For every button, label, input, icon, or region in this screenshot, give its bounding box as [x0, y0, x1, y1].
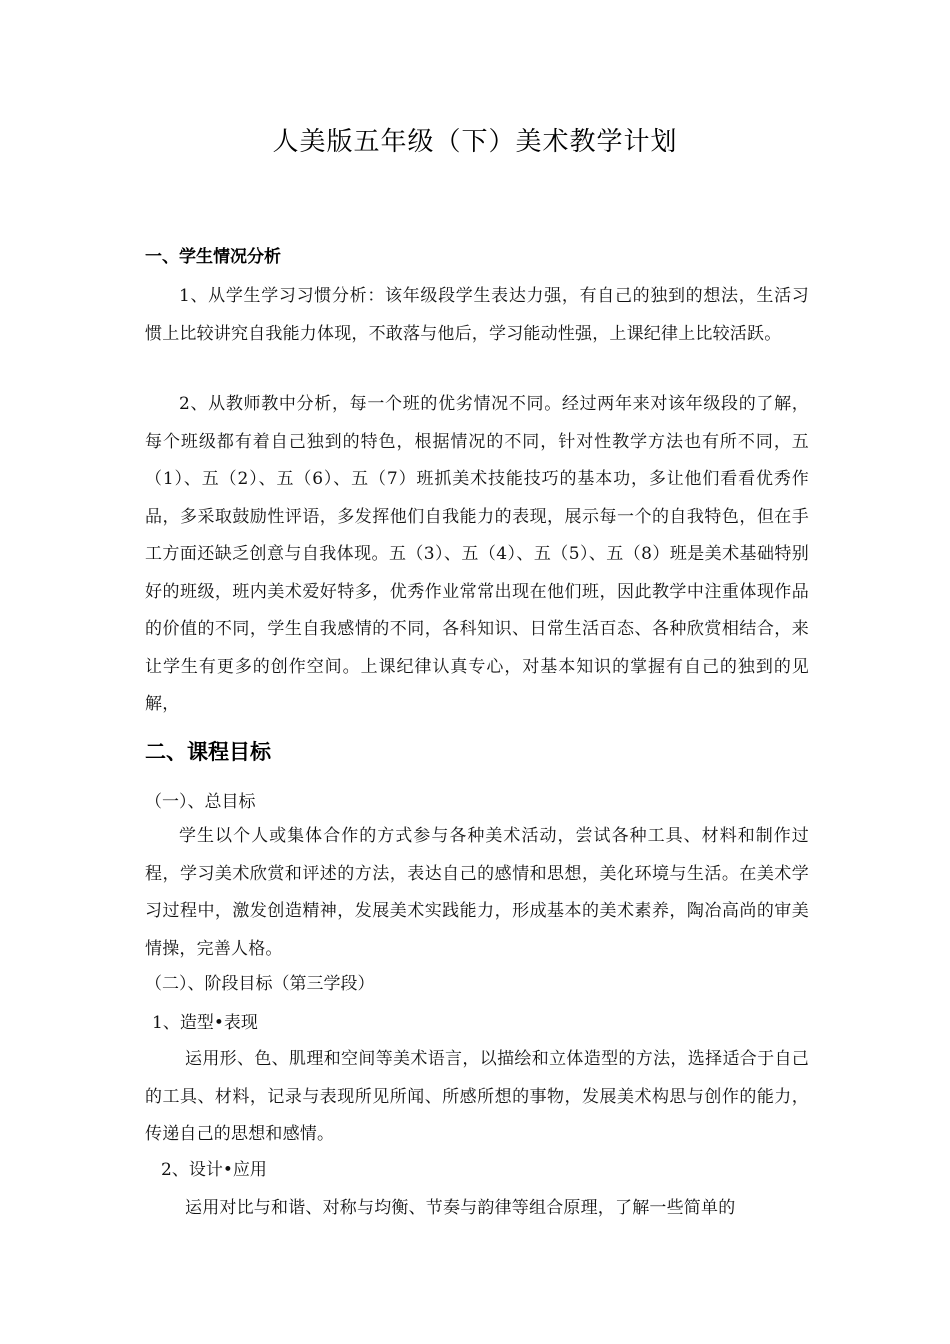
paragraph-teaching-analysis: 2、从教师教中分析，每一个班的优劣情况不同。经过两年来对该年级段的了解，每个班级都有着自己独到的特色，根据情况的不同，针对性教学方法也有所不同，五（1）、五（2）、五（6）、五（7）班抓美术技能技巧的基本功，多让他们看看优秀作品，多采取鼓励性评语，多发挥他们自我能力的表现，展示每一个的自我特色，但在手工方面还缺乏创意与自我体现。五（3）、五（4）、五（5）、五（8）班是美术基础特别好的班级，班内美术爱好特多，优秀作业常常出现在他们班，因此教学中注重体现作品的价值的不同，学生自我感情的不同，各科知识、日常生活百态、各种欣赏相结合，来让学生有更多的创作空间。上课纪律认真专心，对基本知识的掌握有自己的独到的见解， — [145, 394, 809, 714]
item-label-modeling-expression: 1、造型•表现 — [152, 1013, 258, 1033]
subheading-overall-goal: （一）、总目标 — [145, 792, 256, 812]
section-heading-course-goals: 二、课程目标 — [145, 740, 271, 764]
paragraph-modeling-expression: 运用形、色、肌理和空间等美术语言，以描绘和立体造型的方法，选择适合于自己的工具、材料，记录与表现所见所闻、所感所想的事物，发展美术构思与创作的能力，传递自己的思想和感情。 — [145, 1049, 809, 1144]
document-title: 人美版五年级（下）美术教学计划 — [272, 127, 678, 157]
paragraph-design-application: 运用对比与和谐、对称与均衡、节奏与韵律等组合原理，了解一些简单的 — [185, 1198, 736, 1218]
paragraph-overall-goal: 学生以个人或集体合作的方式参与各种美术活动，尝试各种工具、材料和制作过程，学习美术欣赏和评述的方法，表达自己的感情和思想，美化环境与生活。在美术学习过程中，激发创造精神，发展美术实践能力，形成基本的美术素养，陶冶高尚的审美情操，完善人格。 — [145, 826, 809, 959]
subheading-stage-goal: （二）、阶段目标（第三学段） — [145, 974, 375, 994]
section-heading-student-analysis: 一、学生情况分析 — [145, 247, 281, 267]
paragraph-study-habits: 1、从学生学习习惯分析：该年级段学生表达力强，有自己的独到的想法，生活习惯上比较讲究自我能力体现，不敢落与他后，学习能动性强，上课纪律上比较活跃。 — [145, 286, 809, 344]
item-label-design-application: 2、设计•应用 — [161, 1160, 267, 1180]
